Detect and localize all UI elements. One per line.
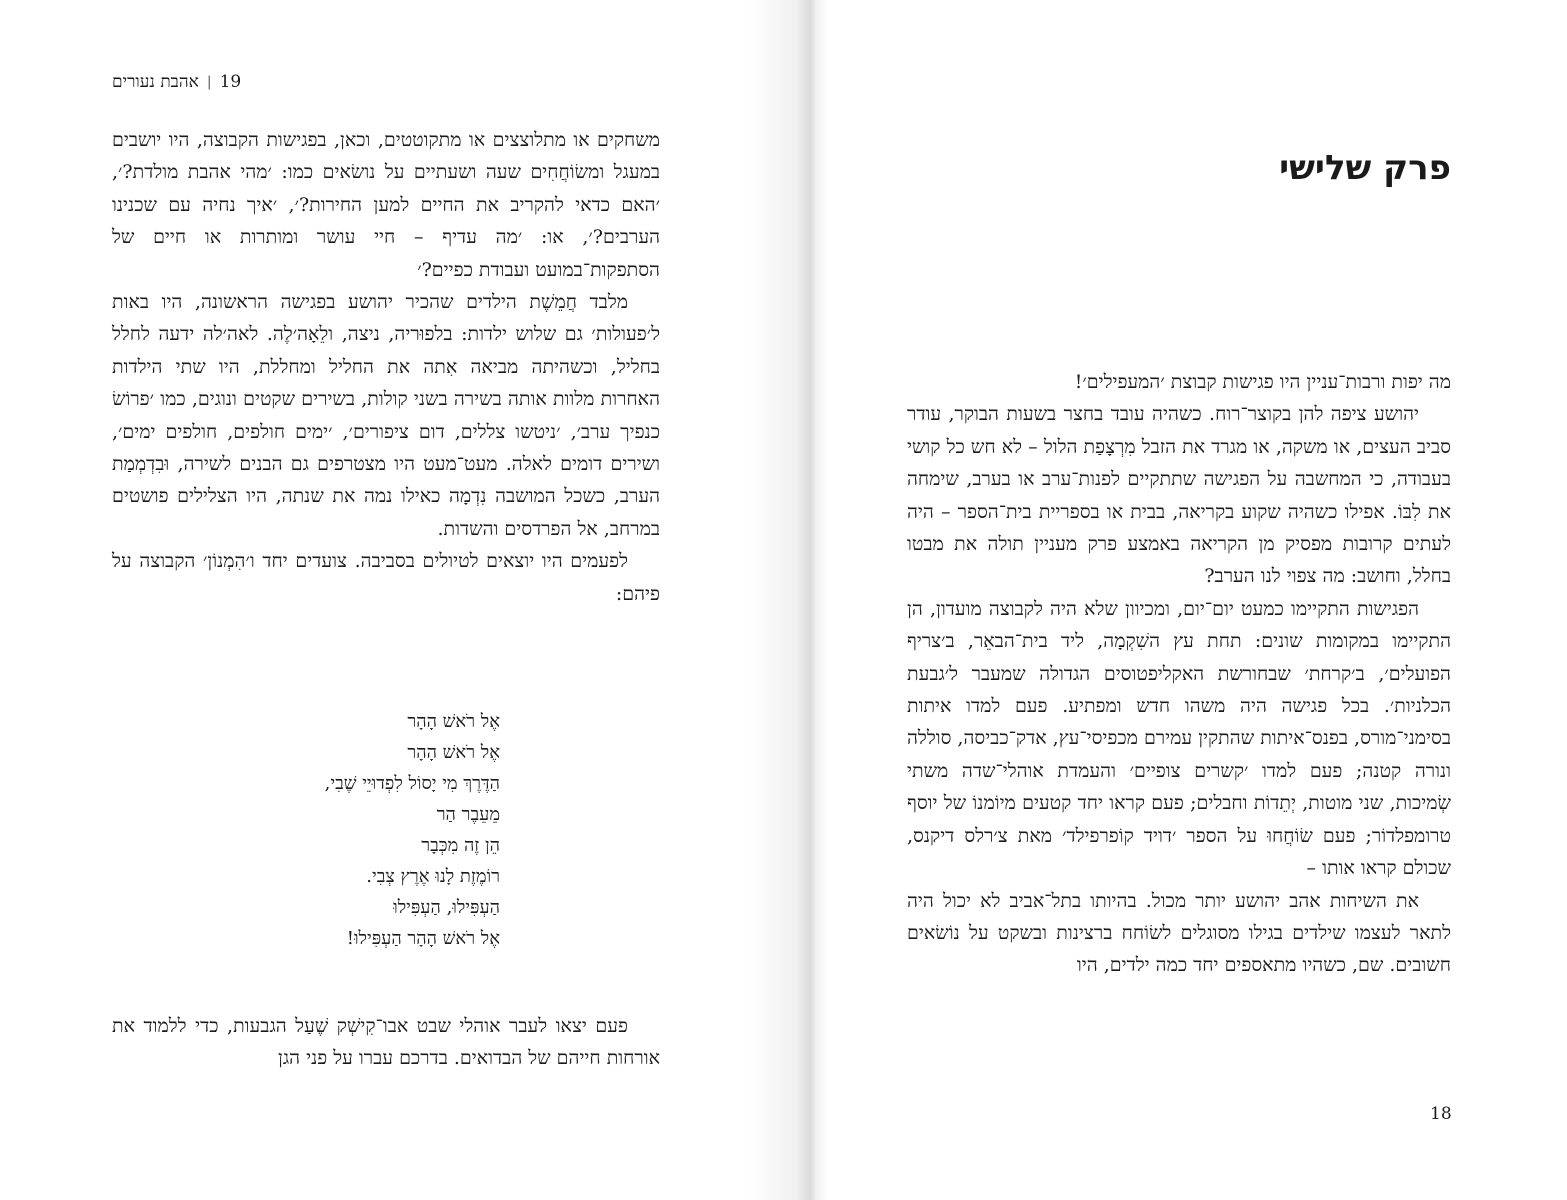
poem-line: רוֹמֶזֶת לָנוּ אֶרֶץ צְבִי. [366,866,500,887]
poem [260,706,500,954]
paragraph: מה יפות ורבות־עניין היו פגישות קבוצת ׳המעפילים׳! [1074,371,1451,393]
paragraph: פעם יצאו לעבר אוהלי שבט אבו־קִישְׁק שֶׁעַל הגבעות, כדי ללמוד את אורחות חייהם של הבדואים. בדרכם עברו על פני הגן [112,1015,660,1070]
running-head-book-title: אהבת נעורים [112,72,199,92]
paragraph: לפעמים היו יוצאים לטיולים בסביבה. צועדים יחד ו׳הִמְנוֹן׳ הקבוצה על פיהם: [112,550,660,605]
right-body-text [907,366,1451,982]
paragraph: את השיחות אהב יהושע יותר מכול. בהיותו בתל־אביב לא יכול היה לתאר לעצמו שילדים בגילו מסוגלים לשׂוֹחח ברצינות ובשקט על נוֹשׂאים חשובים. שם, כשהיו מתאספים יחד כמה ילדים, היו [907,889,1451,977]
paragraph: הפגישות התקיימו כמעט יום־יום, ומכיוון שלא היה לקבוצה מועדון, הן התקיימו במקומות שונים: תחת עץ השִׁקְמָה, ליד בית־הבאֵר, ב׳צריף הפועלים׳, ב׳קרחת׳ שבחורשת האקליפטוסים הגדולה שמעבר ל׳גבעת הכלניות׳. בכל פגישה היה משהו חדש ומפתיע. פעם למדו איתות בסימני־מורס, בפנס־איתות שהתקין עמירם מכפיסי־עץ, אדק־כביסה, סוללה ונורה קטנה; פעם למדו ׳קשרים צופיים׳ והעמדת אוהלי־שדה משתי שְׂמיכות, שני מוטות, יְתֵדוֹת וחבלים; פעם קראו יחד קטעים מיוֹמנוֹ של יוסף טרומפלדוֹר; פעם שׂוֹחֲחוּ על הספר ׳דויד קוֹפרפילד׳ מאת צ׳רלס דיקנס, שכולם קראו אותו – [907,597,1451,880]
page-number: 18 [1430,1104,1452,1124]
chapter-title: פרק שלישי [1279,148,1451,188]
paragraph: יהושע ציפה להן בקוצר־רוח. כשהיה עובד בחצר בשעות הבוקר, עודר סביב העצים, או משקה, או מגרד את הזבל מִרְצָפַת הלול – לא חש כל קושי בעבודה, כי המחשבה על הפגישה שתתקיים לפנות־ערב או בערב, שימחה את לִבּוֹ. אפילו כשהיה שקוע בקריאה, בבית או בספריית בית־הספר – היה לעתים קרובות מפסיק מן הקריאה באמצע פרק מעניין תולה את מבטו בחלל, וחושב: מה צפוי לנו הערב? [907,403,1451,588]
poem-line: הַעְפִּילוּ, הַעְפִּילוּ [393,897,500,918]
poem-line: מֵעֵבֶר הַר [436,804,500,825]
poem-line: אֶל רֹאשׁ הָהָר הַעְפִּילוּ! [346,928,500,949]
running-head-page-number: 19 [219,72,242,92]
poem-line: אֶל רֹאשׁ הָהָר [407,742,500,763]
poem-line: הֵן זֶה מִכְּבָר [421,835,500,856]
paragraph: מלבד חֲמֵשֶׁת הילדים שהכיר יהושע בפגישה הראשונה, היו באות ל׳פעולות׳ גם שלוש ילדות: בלפוּריה, ניצה, ולֵאָה׳לֶה. לאה׳לה ידעה לחלל בחליל, וכשהיתה מביאה אִתה את החליל ומחללת, היו שתי הילדות האחרות מלוות אותה בשירה בשני קולות, בשירים שקטים ונוגים, כמו ׳פרוֹשׂ כנפיך ערב׳, ׳ניטשו צללים, דום ציפורים׳, ׳ימים חולפים, חולפים ימים׳, ושירים דומים לאלה. מעט־מעט היו מצטרפים גם הבנים לשירה, וּבִדְמְמַת הערב, כשכל המושבה נִדְמָה כאילו נמה את שנתה, היו הצלילים פושטים במרחב, אל הפרדסים והשדות. [112,291,660,540]
running-head-separator: | [206,74,212,90]
left-bottom-text [112,1010,660,1075]
left-body-text [112,124,660,610]
poem-line: הַדֶּרֶךְ מִי יָסוֹל לִפְדוּיֵי שֶׁבִי, [324,773,500,794]
running-head [112,72,660,92]
poem-line: אֶל רֹאשׁ הָהָר [407,711,500,732]
paragraph: משחקים או מתלוצצים או מתקוטטים, וכאן, בפגישות הקבוצה, היו יושבים במעגל ומשׂוֹחֲחִים שעה ושעתיים על נושׂאים כמו: ׳מהי אהבת מולדת?׳, ׳האם כדאי להקריב את החיים למען החירות?׳, ׳איך נחיה עם שכנינו הערבים?׳, או: ׳מה עדיף – חיי עושר ומותרות או חיים של הסתפקות־במועט ועבודת כפיים?׳ [112,129,660,281]
